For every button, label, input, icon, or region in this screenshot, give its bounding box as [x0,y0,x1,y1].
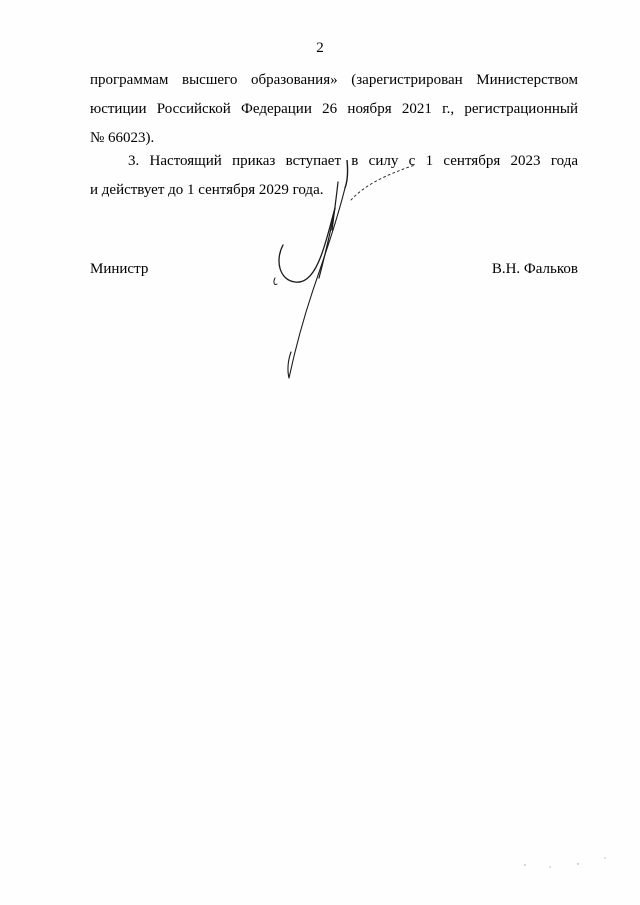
page-number: 2 [316,40,324,56]
signatory-title: Министр [90,261,149,277]
signature-stroke [288,352,291,378]
paragraph-3 [90,147,578,205]
scan-artifacts [520,855,620,875]
paragraph-line: 3. Настоящий приказ вступает в силу с 1 сентября 2023 года [128,153,578,169]
paragraph-line: программам высшего образования» (зарегистрирован Министерством [90,72,578,88]
paragraph-line: и действует до 1 сентября 2029 года. [90,182,324,198]
signatory-name: В.Н. Фальков [491,261,578,277]
paragraph-line: № 66023). [90,130,155,146]
paragraph-continued [90,66,578,153]
signature-stroke [289,188,345,378]
signature-block [90,261,578,283]
paragraph-line: юстиции Российской Федерации 26 ноября 2021 г., регистрационный [90,101,578,117]
